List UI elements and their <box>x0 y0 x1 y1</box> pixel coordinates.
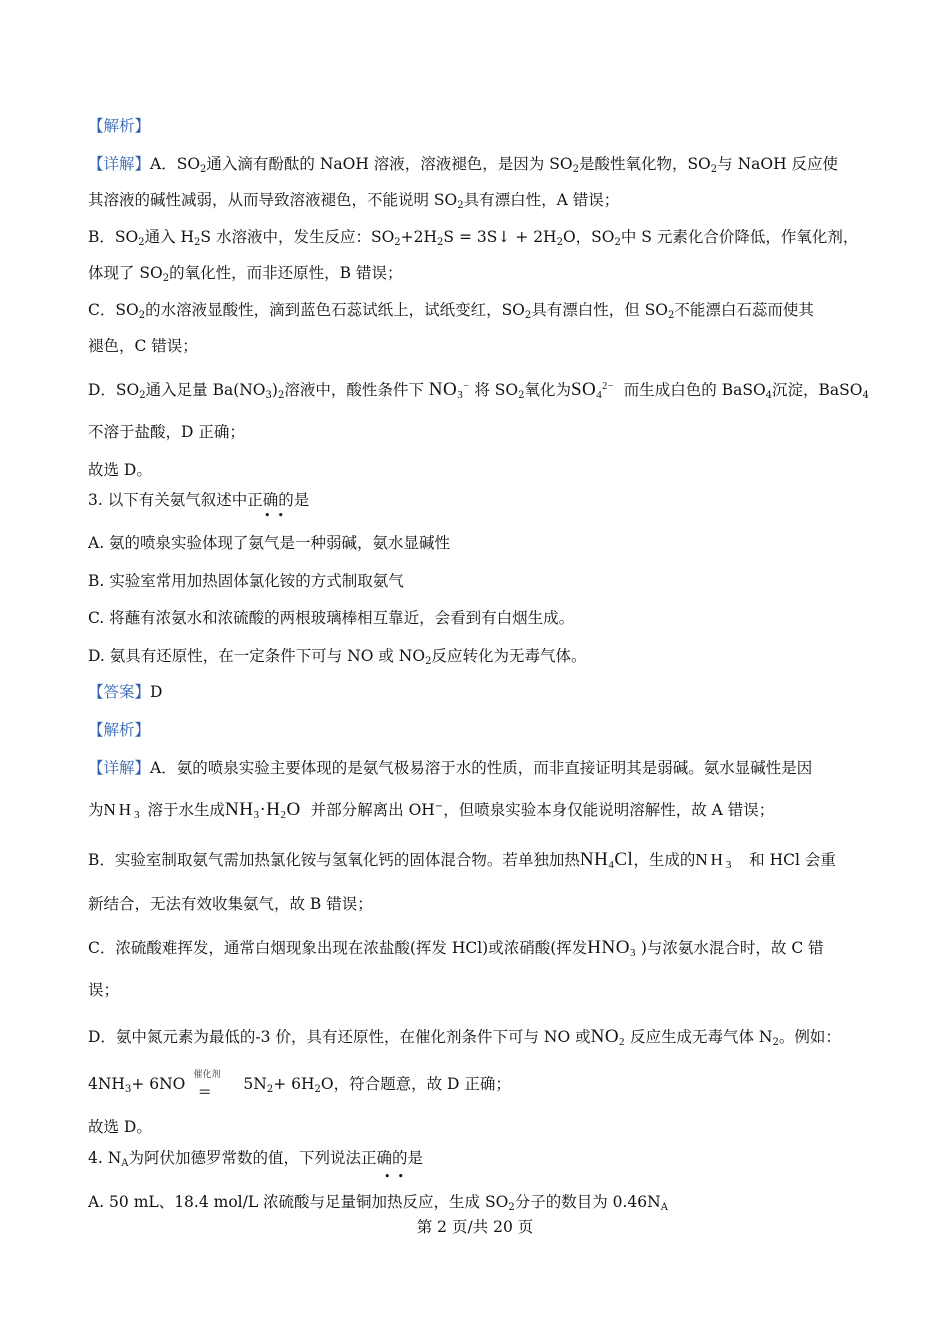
answer-line: 【答案】D <box>88 683 163 701</box>
equals-sign: = <box>198 1082 212 1101</box>
detail-line-d: D．$SO_2$通入足量 $Ba(NO_3)_2$溶液中，酸性条件下 $NO_3^-$ 将 $SO_2$氧化为$SO_4^{2-}$ 而生成白色的 BaSO$_4$沉淀，BaSO$_4$ <box>88 379 869 401</box>
q3-option-a: A. 氨的喷泉实验体现了氨气是一种弱碱，氨水显碱性 <box>88 534 451 552</box>
emphasis-dots: • • <box>264 509 284 522</box>
choose-line: 故选 D。 <box>88 461 152 479</box>
q3-stem: 3. 以下有关氨气叙述中正确的是 <box>88 491 310 509</box>
q3-detail-b: B．实验室制取氨气需加热氯化铵与氢氧化钙的固体混合物。若单独加热$NH_4Cl$，生成的$NH_3$ 和 HCl 会重 <box>88 849 836 871</box>
detail-line-b2: 体现了 $SO_2$的氧化性，而非还原性，B 错误； <box>88 264 403 284</box>
ammonia-formula-2: $NH_3$ <box>695 850 735 871</box>
reaction-equation: $4NH_3+ 6NO$ $5N_2+ 6H_2O$，符合题意，故 D 正确； <box>88 1075 511 1095</box>
detail-line-c2: 褪色，C 错误； <box>88 337 198 355</box>
q3-detail-c: C．浓硫酸难挥发，通常白烟现象出现在浓盐酸(挥发 HCl)或浓硝酸(挥发$HNO_3$ )与浓氨水混合时，故 C 错 <box>88 937 824 959</box>
page-footer: 第 2 页/共 20 页 <box>416 1218 534 1236</box>
q3-option-b: B. 实验室常用加热固体氯化铵的方式制取氨气 <box>88 572 404 590</box>
analysis-label-2: 【解析】 <box>88 721 151 739</box>
ammonium-chloride-formula: $NH_4Cl$ <box>579 849 634 871</box>
nitrate-formula: $NO_3^-$ <box>428 379 470 401</box>
q3-detail-a2: 为$NH_3$ 溶于水生成$NH_3\cdot H_2O$ 并部分解离出 OH−，但喷泉实验本身仅能说明溶解性，故 A 错误； <box>88 799 775 821</box>
q3-detail-b2: 新结合，无法有效收集氨气，故 B 错误； <box>88 895 373 913</box>
q3-option-c: C. 将蘸有浓氨水和浓硫酸的两根玻璃棒相互靠近，会看到有白烟生成。 <box>88 609 575 627</box>
q4-option-a: A. 50 mL、18.4 mol/L 浓硫酸与足量铜加热反应，生成 $SO_2$分子的数目为 $0.46N_A$ <box>88 1193 668 1213</box>
detail-line-a2: 其溶液的碱性减弱，从而导致溶液褪色，不能说明 $SO_2$具有漂白性，A 错误； <box>88 191 620 211</box>
detail-line-b: B．$SO_2$通入 $H_2S$ 水溶液中，发生反应：$SO_2+2H_2S$ = 3S↓ + $2H_2O$，$SO_2$中 S 元素化合价降低，作氧化剂， <box>88 228 859 248</box>
q4-stem: 4. $N_A$为阿伏加德罗常数的值，下列说法正确的是 <box>88 1149 424 1169</box>
q3-detail-a: 【详解】A．氨的喷泉实验主要体现的是氨气极易溶于水的性质，而非直接证明其是弱碱。氨水显碱性是因 <box>88 759 813 777</box>
sulfate-formula: $SO_4^{2-}$ <box>570 379 614 401</box>
emphasis-dots-2: • • <box>384 1170 404 1183</box>
q3-detail-c2: 误； <box>88 981 120 999</box>
choose-line-2: 故选 D。 <box>88 1118 152 1136</box>
nitric-acid-formula: $HNO_3$ <box>587 937 636 959</box>
ammonia-hydrate-formula: $NH_3\cdot H_2O$ <box>225 799 301 821</box>
catalyst-label: 催化剂 <box>193 1070 221 1080</box>
detail-line-d2: 不溶于盐酸，D 正确； <box>88 423 245 441</box>
detail-line-c: C．$SO_2$的水溶液显酸性，滴到蓝色石蕊试纸上，试纸变红，$SO_2$具有漂白性，但 $SO_2$不能漂白石蕊而使其 <box>88 301 814 321</box>
ammonia-formula: $NH_3$ <box>103 800 143 821</box>
detail-line-a: 【详解】A．$SO_2$通入滴有酚酞的 NaOH 溶液，溶液褪色，是因为 $SO_2$是酸性氧化物，$SO_2$与 NaOH 反应使 <box>88 155 839 175</box>
nitrogen-dioxide-formula: $NO_2$ <box>590 1026 626 1048</box>
analysis-label: 【解析】 <box>88 117 151 135</box>
q3-option-d: D. 氨具有还原性，在一定条件下可与 NO 或 $NO_2$反应转化为无毒气体。 <box>88 647 587 667</box>
q3-detail-d: D．氨中氮元素为最低的-3 价，具有还原性，在催化剂条件下可与 NO 或$NO_2$ 反应生成无毒气体 $N_2$。例如： <box>88 1026 841 1048</box>
